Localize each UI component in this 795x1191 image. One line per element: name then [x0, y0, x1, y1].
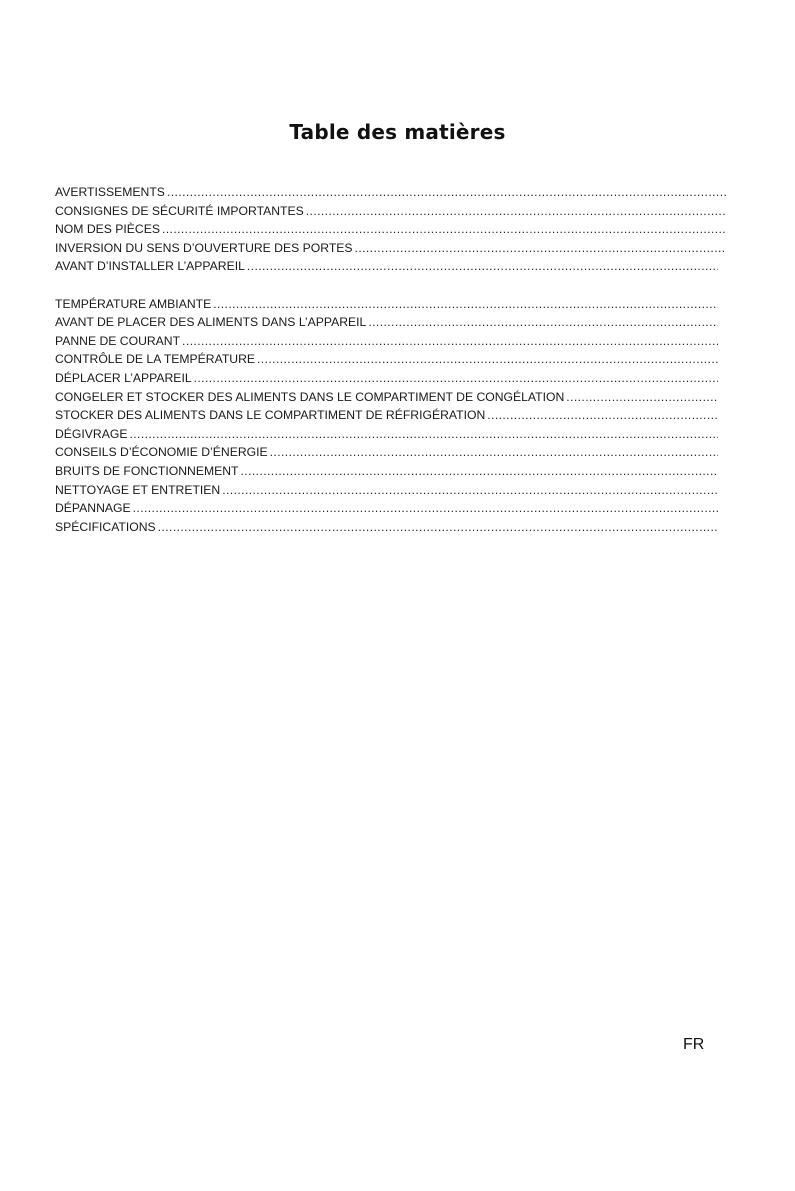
dot-leader [180, 332, 718, 351]
toc-entry-label: DÉPLACER L’APPAREIL [55, 370, 192, 385]
toc-entry-label: PANNE DE COURANT [55, 333, 181, 348]
table-of-contents [55, 183, 726, 536]
toc-entry-label: AVANT D’INSTALLER L’APPAREIL [55, 259, 245, 274]
toc-entry-deplacer-appareil [55, 369, 718, 388]
toc-entry-label: SPÉCIFICATIONS [55, 519, 156, 534]
toc-entry-label: INVERSION DU SENS D’OUVERTURE DES PORTES [55, 240, 353, 255]
toc-entry-label: AVANT DE PLACER DES ALIMENTS DANS L’APPAREIL [55, 315, 367, 330]
toc-entry-label: AVERTISSEMENTS [55, 185, 165, 199]
dot-leader [239, 462, 719, 481]
toc-entry-conseils-economie [55, 443, 718, 462]
toc-entry-bruits-fonctionnement [55, 462, 718, 481]
dot-leader [268, 443, 718, 462]
toc-entry-label: CONGELER ET STOCKER DES ALIMENTS DANS LE COMPARTIMENT DE CONGÉLATION [55, 389, 565, 404]
toc-entry-label: NOM DES PIÈCES [55, 222, 160, 237]
toc-entry-temperature-ambiante [55, 295, 718, 314]
toc-entry-controle-temperature [55, 350, 718, 369]
toc-entry-label: NETTOYAGE ET ENTRETIEN [55, 482, 221, 497]
toc-entry-stocker-refrigeration [55, 406, 718, 425]
toc-entry-consignes-securite [55, 202, 726, 221]
dot-leader [564, 388, 718, 407]
dot-leader [245, 257, 718, 276]
toc-entry-avertissements [55, 183, 726, 202]
dot-leader [353, 239, 726, 258]
toc-entry-congeler-stocker [55, 388, 718, 407]
dot-leader [165, 183, 726, 202]
toc-entry-label: CONTRÔLE DE LA TEMPÉRATURE [55, 352, 256, 367]
toc-entry-inversion-portes [55, 239, 726, 258]
toc-entry-panne-courant [55, 332, 718, 351]
toc-entry-degivrage [55, 425, 718, 444]
language-code: FR [683, 1036, 705, 1053]
toc-entry-label: DÉGIVRAGE [55, 426, 128, 441]
dot-leader [220, 481, 718, 500]
dot-leader [485, 406, 718, 425]
toc-entry-specifications [55, 518, 718, 537]
dot-leader [127, 425, 718, 444]
toc-entry-avant-installer [55, 257, 718, 276]
dot-leader [211, 295, 718, 314]
toc-entry-depannage [55, 499, 718, 518]
toc-entry-label: CONSIGNES DE SÉCURITÉ IMPORTANTES [55, 203, 304, 218]
toc-entry-nettoyage-entretien [55, 481, 718, 500]
dot-leader [160, 220, 726, 239]
toc-entry-label: BRUITS DE FONCTIONNEMENT [55, 463, 239, 478]
dot-leader [255, 350, 718, 369]
toc-entry-label: DÉPANNAGE [55, 501, 131, 516]
toc-entry-avant-placer-aliments [55, 313, 718, 332]
page-title: Table des matières [289, 120, 506, 145]
toc-entry-label: TEMPÉRATURE AMBIANTE [55, 296, 212, 311]
toc-entry-nom-des-pieces [55, 220, 726, 239]
dot-leader [156, 518, 718, 537]
dot-leader [304, 202, 726, 221]
dot-leader [366, 313, 718, 332]
toc-entry-label: STOCKER DES ALIMENTS DANS LE COMPARTIMENT DE RÉFRIGÉRATION [55, 408, 486, 423]
toc-entry-label: CONSEILS D’ÉCONOMIE D’ÉNERGIE [55, 445, 268, 460]
dot-leader [192, 369, 718, 388]
dot-leader [131, 499, 718, 518]
